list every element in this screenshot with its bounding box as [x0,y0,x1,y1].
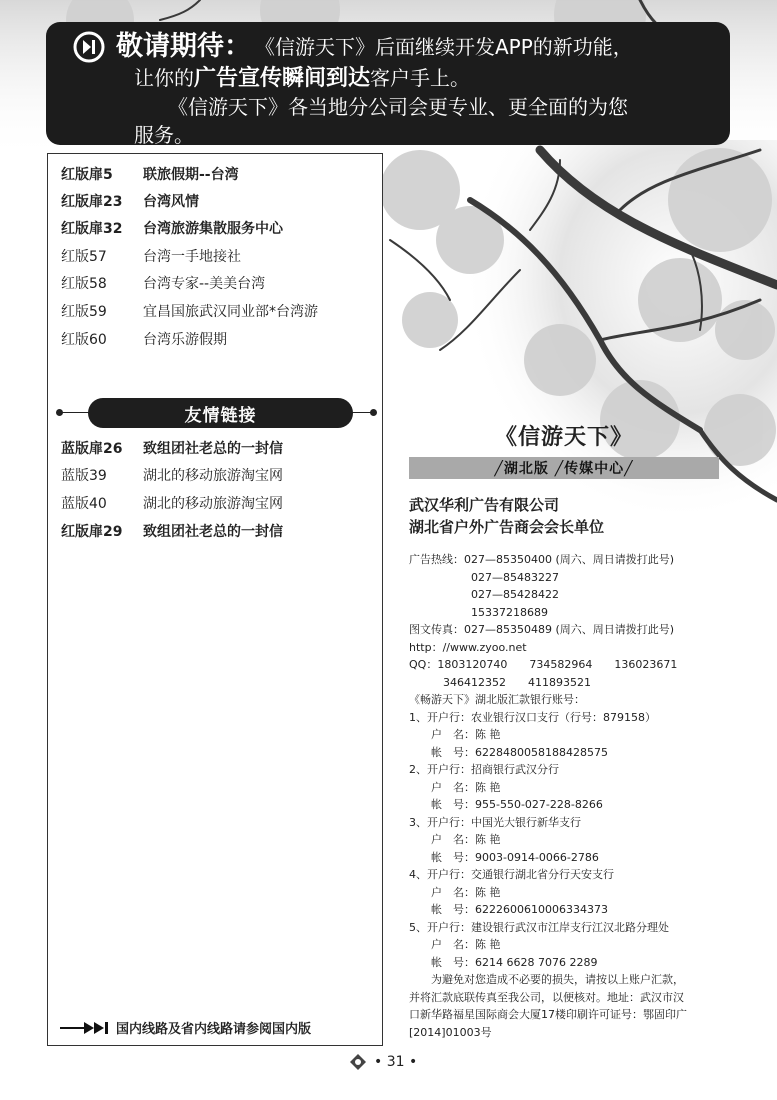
arrow-right-icon [60,1021,110,1035]
hotline-number: 027—85483227 [471,570,559,584]
hotline-label: 广告热线： [409,553,464,566]
page-code: 红版58 [61,276,107,292]
page-code: 红版扉29 [61,524,123,540]
website-link[interactable]: http：//www.zyoo.net [409,640,527,654]
remit-title: 《畅游天下》湖北版汇款银行账号： [409,693,585,706]
account-name: 户 名：陈 艳 [431,833,501,846]
hotline-number: 15337218689 [471,605,548,619]
banner-line2-pre: 让你的 [134,66,194,90]
item-title: 台湾专家--美美台湾 [143,276,266,292]
friend-links-header [56,398,374,428]
left-rule [60,412,90,413]
list-item [61,298,318,324]
page-code: 红版扉5 [61,167,113,183]
contact-block [409,551,687,1041]
right-dot [370,409,377,416]
list-item [61,188,199,214]
link-item[interactable] [61,462,283,488]
remit-note: 口新华路福星国际商会大厦17楼印刷许可证号：鄂固印广 [409,1008,687,1021]
account-number: 帐 号：955-550-027-228-8266 [431,798,603,811]
account-name: 户 名：陈 艳 [431,728,501,741]
qq-number: 411893521 [528,675,591,689]
qq-number: 136023671 [614,658,678,671]
bank-line: 4、开户行：交通银行湖北省分行天安支行 [409,868,614,881]
page-code: 蓝版39 [61,468,107,484]
banner-lead: 敬请期待： [116,31,251,62]
index-box [47,153,383,1046]
item-title: 湖北的移动旅游淘宝网 [143,468,283,484]
domestic-edition-note [60,1018,311,1037]
fax-line: 图文传真：027—85350489 (周六、周日请拨打此号) [409,623,675,636]
page-number-text: • 31 • [374,1054,418,1070]
banner-line4: 服务。 [134,123,194,147]
item-title: 台湾乐游假期 [143,332,227,348]
bank-line: 5、开户行：建设银行武汉市江岸支行江汉北路分理处 [409,920,669,934]
banner-line3: 《信游天下》各当地分公司会更专业、更全面的为您 [168,95,628,119]
page-code: 红版59 [61,304,107,320]
banner-line1: 《信游天下》后面继续开发APP的新功能， [255,35,633,59]
page-code: 红版扉23 [61,194,123,210]
list-item [61,215,283,241]
edition-subtitle: ╱湖北版 ╱传媒中心╱ [494,461,634,477]
qq-number: 346412352 [443,675,506,689]
link-item[interactable] [61,518,283,544]
bank-line: 1、开户行：农业银行汉口支行（行号：879158） [409,710,656,724]
link-item[interactable] [61,490,283,516]
bank-line: 3、开户行：中国光大银行新华支行 [409,815,581,829]
friend-links-title: 友情链接 [88,398,353,428]
banner-line2-post: 客户手上。 [370,66,471,90]
list-item [61,326,227,352]
item-title: 宜昌国旅武汉同业部*台湾游 [143,304,318,320]
account-number: 帐 号：6214 6628 7076 2289 [431,955,598,969]
page-code: 蓝版40 [61,496,107,512]
magazine-title: 《信游天下》 [494,425,633,450]
account-number: 帐 号：6222600610006334373 [431,903,608,916]
account-number: 帐 号：9003-0914-0066-2786 [431,850,599,864]
remit-note: 并将汇款底联传真至我公司，以便核对。地址：武汉市汉 [409,990,684,1004]
page-code: 蓝版扉26 [61,441,123,457]
qq-label: QQ： [409,658,438,671]
edition-bar [409,457,719,479]
announcement-banner [46,22,730,145]
item-title: 台湾一手地接社 [143,249,241,265]
item-title: 致组团社老总的一封信 [143,524,283,540]
remit-note: 为避免对您造成不必要的损失，请按以上账户汇款， [431,973,684,986]
account-name: 户 名：陈 艳 [431,938,501,951]
diamond-logo-icon [350,1054,366,1070]
banner-highlight: 广告宣传瞬间到达 [194,66,371,91]
list-item [61,161,239,187]
bank-line: 2、开户行：招商银行武汉分行 [409,763,559,776]
list-item [61,270,265,296]
company-name: 武汉华利广告有限公司 [409,496,560,514]
page-code: 红版60 [61,332,107,348]
link-item[interactable] [61,435,283,461]
hotline-number: 027—85428422 [471,588,559,601]
remit-note: [2014]01003号 [409,1025,492,1039]
page-code: 红版57 [61,249,107,265]
account-name: 户 名：陈 艳 [431,885,501,899]
page-code: 红版扉32 [61,221,123,237]
item-title: 致组团社老总的一封信 [143,441,283,457]
item-title: 湖北的移动旅游淘宝网 [143,496,283,512]
item-title: 台湾风情 [143,194,199,210]
hotline-number: 027—85350400 (周六、周日请拨打此号) [464,553,675,566]
qq-number: 734582964 [529,658,593,671]
qq-number: 1803120740 [437,658,508,671]
item-title: 联旅假期--台湾 [143,167,239,183]
list-item [61,243,241,269]
footnote-text: 国内线路及省内线路请参阅国内版 [116,1022,312,1037]
item-title: 台湾旅游集散服务中心 [143,221,283,237]
account-number: 帐 号：6228480058188428575 [431,745,608,759]
page-number [350,1054,417,1070]
account-name: 户 名：陈 艳 [431,780,501,794]
company-role: 湖北省户外广告商会会长单位 [409,518,605,536]
forward-arrow-icon [72,30,106,64]
